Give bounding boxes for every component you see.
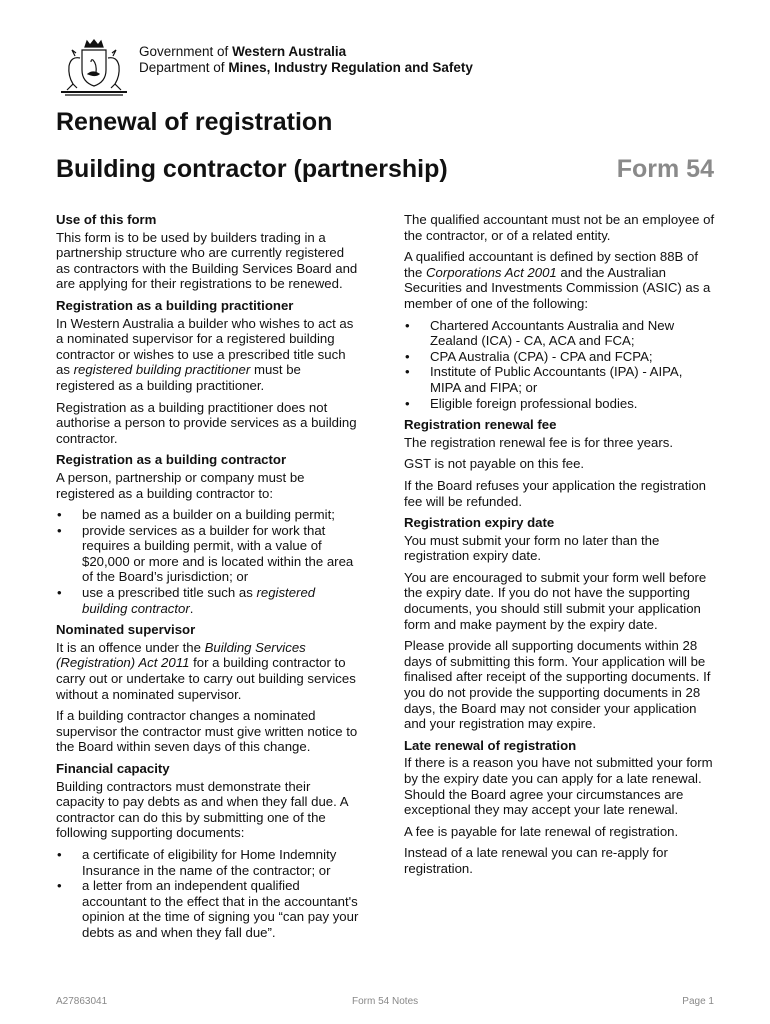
- list-item: • use a prescribed title such as registered building contractor.: [56, 585, 361, 616]
- accountant-paragraph-1: The qualified accountant must not be an employee of the contractor, or of a related entity.: [404, 212, 715, 243]
- practitioner-paragraph-1: In Western Australia a builder who wishes to act as a nominated supervisor for a registered building contractor or wishes to use a prescribed title such as registered building practitioner must be registered as a building practitioner.: [56, 315, 354, 393]
- renewal-fee-paragraph-1: The registration renewal fee is for three years.: [404, 434, 674, 450]
- wa-coat-of-arms-logo: [55, 38, 133, 98]
- accountant-paragraph-2: A qualified accountant is defined by section 88B of the Corporations Act 2001 and the Australian Securities and Investments Commission (ASIC) as a member of one of the following:: [404, 249, 711, 311]
- list-item: • Chartered Accountants Australia and New Zealand (ICA) - CA, ACA and FCA;: [404, 318, 716, 349]
- expiry-paragraph-3: Please provide all supporting documents within 28 days of submitting this form. Your application will be finalised after receipt of the supporting documents. If you do not provide the supporting documents in 28 days, the Board may not consider your application and your registration may expire.: [404, 638, 711, 732]
- contractor-list: [56, 507, 361, 616]
- form-number: Form 54: [616, 155, 714, 183]
- use-of-form-heading: Use of this form: [56, 212, 157, 227]
- list-item: • a letter from an independent qualified accountant to the effect that in the accountant's opinion at the time of signing you “can pay your debts as and when they fall due”.: [56, 878, 361, 940]
- renewal-fee-paragraph-3: If the Board refuses your application the registration fee will be refunded.: [404, 477, 707, 509]
- practitioner-paragraph-2: Registration as a building practitioner does not authorise a person to provide services as a building contractor.: [56, 399, 357, 446]
- renewal-fee-heading: Registration renewal fee: [404, 417, 557, 433]
- list-item: • provide services as a builder for work that requires a building permit, with a value of $20,000 or more and is located within the area of the Board’s jurisdiction; or: [56, 523, 361, 585]
- supervisor-paragraph-1: It is an offence under the Building Services (Registration) Act 2011 for a building contractor to carry out or undertake to carry out building services without a nominated supervisor.: [56, 639, 356, 702]
- late-renewal-paragraph-1: If there is a reason you have not submitted your form by the expiry date you can apply for a late renewal. Should the Board agree your circumstances are exceptional they may accept your late renewal.: [404, 755, 713, 818]
- agency-name-block: [139, 44, 639, 76]
- use-of-form-text: This form is to be used by builders trading in a partnership structure who are currently registered as contractors with the Building Services Board and are applying for their registrations to be renewed.: [56, 229, 358, 292]
- late-renewal-heading: Late renewal of registration: [404, 737, 577, 753]
- list-item: • Institute of Public Accountants (IPA) - AIPA, MIPA and FIPA; or: [404, 364, 716, 395]
- expiry-paragraph-2: You are encouraged to submit your form well before the expiry date. If you do not have the supporting documents, you should still submit your application form and make payment by the expiry date.: [404, 569, 707, 632]
- practitioner-heading: Registration as a building practitioner: [56, 297, 294, 313]
- page-title: Renewal of registration: [56, 108, 333, 136]
- renewal-fee-paragraph-2: GST is not payable on this fee.: [404, 456, 585, 472]
- contractor-heading: Registration as a building contractor: [56, 452, 287, 468]
- page-subtitle: Building contractor (partnership): [56, 155, 448, 183]
- supervisor-paragraph-2: If a building contractor changes a nominated supervisor the contractor must give written notice to the Board within seven days of this change.: [56, 708, 358, 755]
- left-column: [56, 212, 361, 947]
- supervisor-heading: Nominated supervisor: [56, 622, 196, 638]
- footer-document-id: A27863041: [56, 996, 108, 1007]
- list-item: • Eligible foreign professional bodies.: [404, 396, 716, 412]
- accountant-bodies-list: [404, 318, 716, 412]
- right-column: [404, 212, 716, 883]
- footer-form-notes: Form 54 Notes: [352, 996, 419, 1007]
- financial-list: [56, 847, 361, 941]
- financial-heading: Financial capacity: [56, 761, 170, 776]
- list-item: • a certificate of eligibility for Home Indemnity Insurance in the name of the contractor; or: [56, 847, 361, 878]
- list-item: • be named as a builder on a building permit;: [56, 507, 361, 523]
- expiry-paragraph-1: You must submit your form no later than the registration expiry date.: [404, 532, 660, 564]
- financial-text: Building contractors must demonstrate their capacity to pay debts as and when they fall due. A contractor can do this by submitting one of the following supporting documents:: [56, 778, 348, 841]
- government-line: Government of Western Australia: [139, 44, 347, 59]
- expiry-date-heading: Registration expiry date: [404, 515, 555, 531]
- late-renewal-paragraph-2: A fee is payable for late renewal of registration.: [404, 823, 679, 839]
- footer-page-number: Page 1: [682, 996, 714, 1007]
- late-renewal-paragraph-3: Instead of a late renewal you can re-apply for registration.: [404, 845, 668, 876]
- list-item: • CPA Australia (CPA) - CPA and FCPA;: [404, 349, 716, 365]
- contractor-text: A person, partnership or company must be registered as a building contractor to:: [56, 469, 305, 501]
- department-line: Department of Mines, Industry Regulation and Safety: [139, 60, 473, 75]
